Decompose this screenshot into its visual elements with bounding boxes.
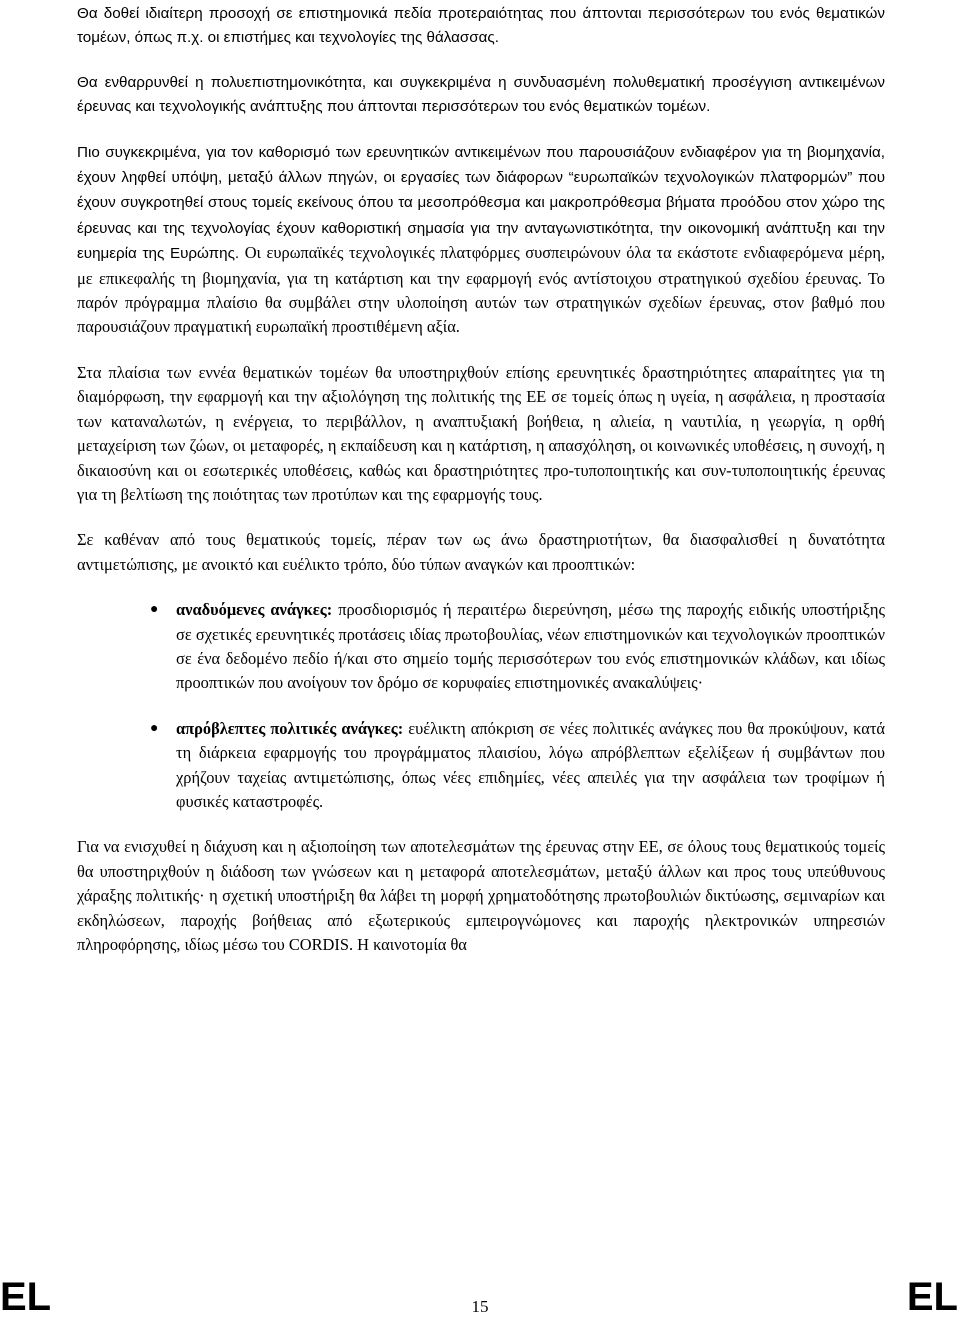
paragraph-dissemination: Για να ενισχυθεί η διάχυση και η αξιοποίηση των αποτελεσμάτων της έρευνας στην ΕΕ, σε όλους τους θεματικούς τομείς θα υποστηριχθούν η διάδοση των γνώσεων και η μεταφορά αποτελεσμάτων, μεταξύ άλλων και προς τους υπεύθυνους χάραξης πολιτικής· η σχετική υποστήριξη θα λάβει τη μορφή χρηματοδότησης πρωτοβουλιών δικτύωσης, σεμιναρίων και εκδηλώσεων, παροχής βοήθειας από εξωτερικούς εμπειρογνώμονες και παροχής ηλεκτρονικών υπηρεσιών πληροφόρησης, ιδίως μέσω του CORDIS. Η καινοτομία θα <box>77 837 885 954</box>
term-emerging-needs: αναδυόμενες ανάγκες: <box>176 600 333 620</box>
term-unforeseen-needs: απρόβλεπτες πολιτικές ανάγκες: <box>176 718 404 738</box>
needs-list <box>77 598 885 814</box>
list-item-emerging-needs <box>77 598 885 696</box>
document-body <box>77 2 885 978</box>
paragraph-needs-intro: Σε καθέναν από τους θεματικούς τομείς, πέραν των ως άνω δραστηριοτήτων, θα διασφαλισθεί η δυνατότητα αντιμετώπισης, με ανοικτό και ευέλικτο τρόπο, δύο τύπων αναγκών και προοπτικών: <box>77 530 885 574</box>
footer-language-right: EL <box>906 1275 958 1319</box>
paragraph-technology-platforms-part-b: Οι ευρωπαϊκές τεχνολογικές πλατφόρμες συσπειρώνουν όλα τα εκάστοτε ενδιαφερόμενα μέρη, με επικεφαλής τη βιομηχανία, για τη κατάρτιση και την εφαρμογή ενός αντίστοιχου στρατηγικού σχεδίου έρευνας. Το παρόν πρόγραμμα πλαίσιο θα συμβάλει στην υλοποίηση αυτών των στρατηγικών σχεδίων έρευνας, στον βαθμό που παρουσιάζουν πραγματική ευρωπαϊκή προστιθέμενη αξία. <box>77 243 885 337</box>
paragraph-technology-platforms-part-a: Πιο συγκεκριμένα, για τον καθορισμό των ερευνητικών αντικειμένων που παρουσιάζουν ενδιαφέρον για τη βιομηχανία, έχουν ληφθεί υπόψη, μεταξύ άλλων πηγών, οι εργασίες των διάφορων “ευρωπαϊκών τεχνολογικών πλατφορμών” που έχουν συγκροτηθεί στους τομείς εκείνους όπου τα μεσοπρόθεσμα και μακροπρόθεσμα βήματα προόδου στον χώρο της έρευνας και της τεχνολογίας έχουν καθοριστική σημασία για την ανταγωνιστικότητα, την οικονομική ανάπτυξη και την ευημερία της Ευρώπης. <box>77 143 885 263</box>
definition-emerging-needs: προσδιορισμός ή περαιτέρω διερεύνηση, μέσω της παροχής ειδικής υποστήριξης σε σχετικές ερευνητικές προτάσεις ιδίας πρωτοβουλίας, νέων επιστημονικών και τεχνολογικών προοπτικών σε ένα δεδομένο πεδίο ή/και στο σημείο τομής περισσότερων του ενός επιστημονικών κλάδων, και ιδίως προοπτικών που ανοίγουν τον δρόμο σε κορυφαίες επιστημονικές ανακαλύψεις· <box>176 600 885 693</box>
list-item-unforeseen-needs <box>77 717 885 815</box>
definition-unforeseen-needs: ευέλικτη απόκριση σε νέες πολιτικές ανάγκες που θα προκύψουν, κατά τη διάρκεια εφαρμογής του προγράμματος πλαισίου, λόγω απρόβλεπτων εξελίξεων ή συμβάντων που χρήζουν ταχείας αντιμετώπισης, όπως νέες επιδημίες, νέες απειλές για την ασφάλεια των τροφίμων ή φυσικές καταστροφές. <box>176 718 885 811</box>
paragraph-marine-priority: Θα δοθεί ιδιαίτερη προσοχή σε επιστημονικά πεδία προτεραιότητας που άπτονται περισσότερων του ενός θεματικών τομέων, όπως π.χ. οι επιστήμες και τεχνολογίες της θάλασσας. <box>77 5 885 47</box>
page-number: 15 <box>471 1297 489 1316</box>
bullet-icon: ● <box>150 602 159 618</box>
paragraph-technology-platforms <box>77 140 885 340</box>
bullet-icon: ● <box>150 720 159 736</box>
footer-language-left: EL <box>0 1275 52 1319</box>
paragraph-policy-research: Στα πλαίσια των εννέα θεματικών τομέων θα υποστηριχθούν επίσης ερευνητικές δραστηριότητες απαραίτητες για τη διαμόρφωση, την εφαρμογή και την αξιολόγηση της πολιτικής της ΕΕ σε τομείς όπως η υγεία, η ασφάλεια, η προστασία των καταναλωτών, η ενέργεια, το περιβάλλον, η αναπτυξιακή βοήθεια, η αλιεία, η ναυτιλία, η γεωργία, η ορθή μεταχείριση των ζώων, οι μεταφορές, η εκπαίδευση και η κατάρτιση, η απασχόληση, οι κοινωνικές υποθέσεις, η συνοχή, η δικαιοσύνη και οι εσωτερικές υποθέσεις, καθώς και δραστηριότητες προ-τυποποιητικής και συν-τυποποιητικής έρευνας για τη βελτίωση της ποιότητας των προτύπων και της εφαρμογής τους. <box>77 362 885 504</box>
paragraph-multidisciplinarity: Θα ενθαρρυνθεί η πολυεπιστημονικότητα, και συγκεκριμένα η συνδυασμένη πολυθεματική προσέγγιση αντικειμένων έρευνας και τεχνολογικής ανάπτυξης που άπτονται περισσότερων του ενός θεματικών τομέων. <box>77 73 885 116</box>
